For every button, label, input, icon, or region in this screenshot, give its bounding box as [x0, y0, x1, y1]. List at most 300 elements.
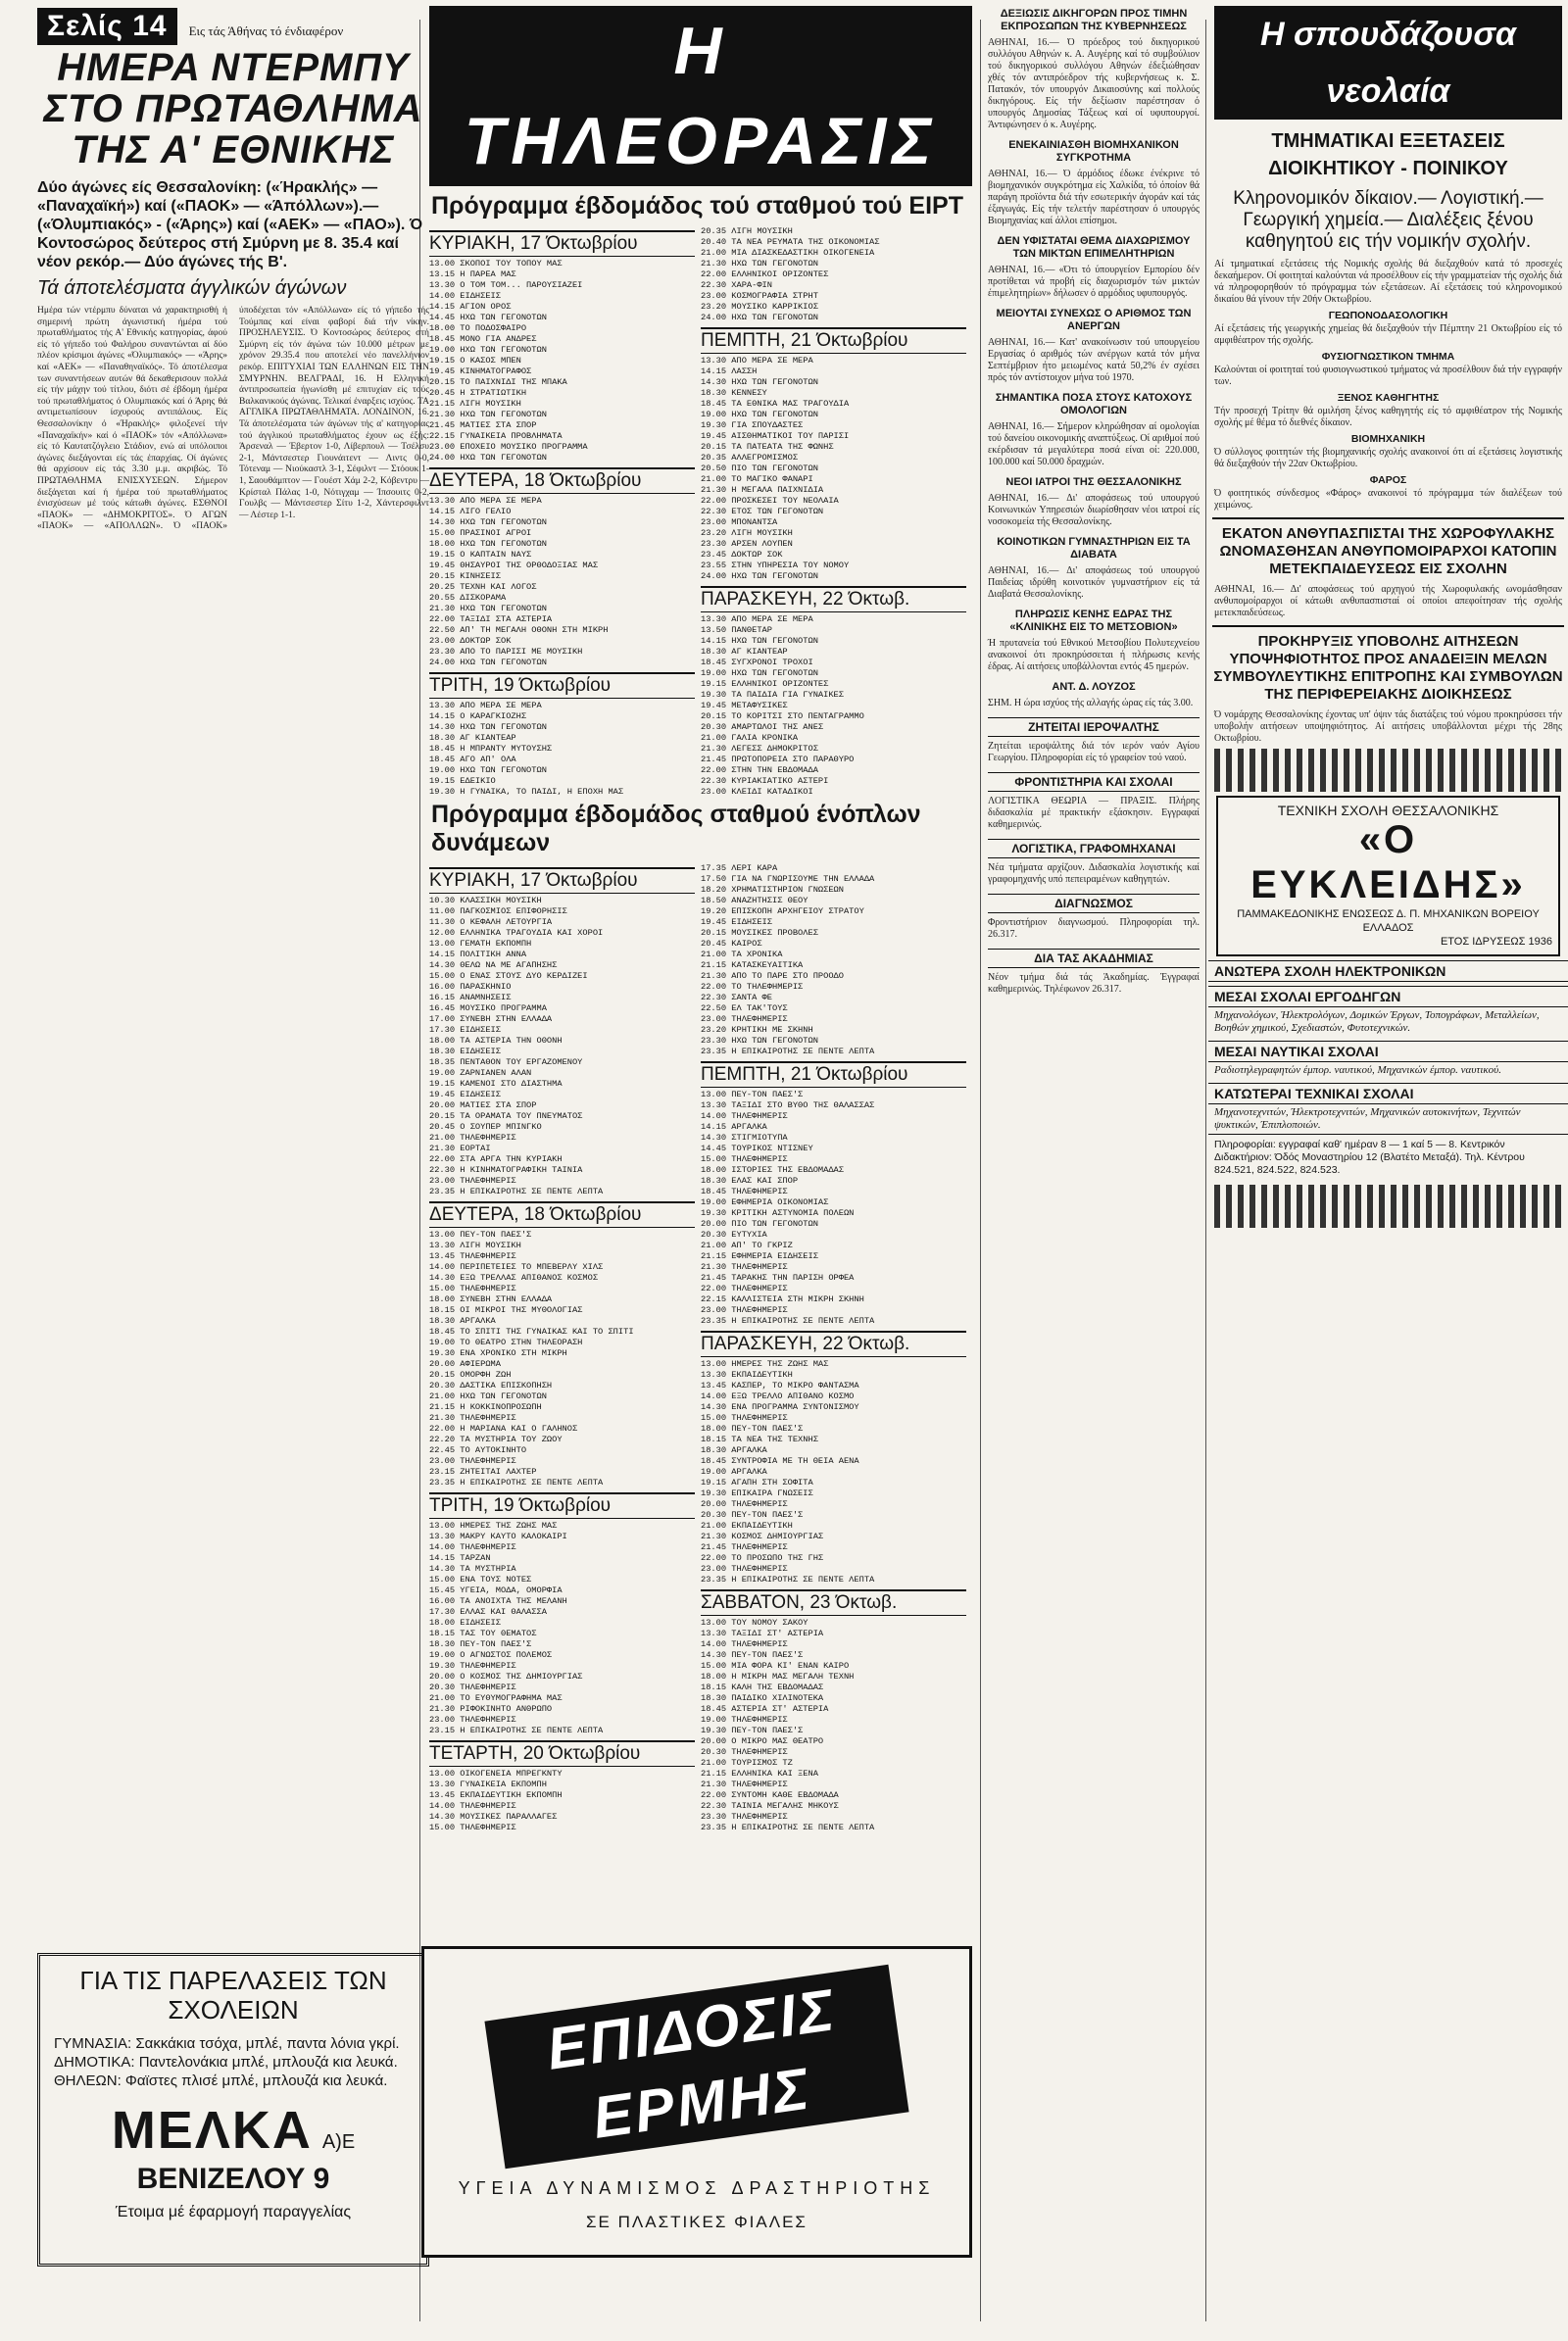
- program-item: 14.00 ΤΗΛΕΦΗΜΕΡΙΣ: [701, 1639, 788, 1649]
- tv-subtitle-eirt: Πρόγραμμα έβδομάδος τού σταθμού τού ΕΙΡΤ: [431, 192, 963, 219]
- program-item: 20.15 ΤΟ ΚΟΡΙΤΣΙ ΣΤΟ ΠΕΝΤΑΓΡΑΜΜΟ: [701, 711, 864, 721]
- melka-footer: Έτοιμα μέ έφαρμογή παραγγελίας: [115, 2204, 352, 2220]
- news-text: ΑΘΗΝΑΙ, 16.— Κατ' ανακοίνωσιν τού υπουργείου Εργασίας ό αριθμός τών ανέργων κατά τόν μήνα Σεπτέμβριον ήτο μειωμένος κατά 50,2% έν σχέσει πρός τόν αντίστοιχον μήνα τού 1970.: [988, 337, 1200, 383]
- program-item: 14.15 ΑΡΓΑΛΚΑ: [701, 1122, 767, 1132]
- column-rule: [980, 20, 981, 2321]
- program-item: 14.30 ΗΧΩ ΤΩΝ ΓΕΓΟΝΟΤΩΝ: [701, 377, 818, 387]
- program-item: 21.00 ΤΟ ΜΑΓΙΚΟ ΦΑΝΑΡΙ: [701, 474, 813, 484]
- program-item: 11.00 ΠΑΓΚΟΣΜΙΟΣ ΕΠΙΦΟΡΗΣΙΣ: [429, 906, 567, 916]
- program-item: 18.00 ΤΑ ΑΣΤΕΡΙΑ ΤΗΝ ΟΘΟΝΗ: [429, 1036, 563, 1046]
- program-item: 22.00 Η ΜΑΡΙΑΝΑ ΚΑΙ Ο ΓΑΛΗΝΟΣ: [429, 1424, 578, 1434]
- section-heading: ΦΑΡΟΣ: [1369, 474, 1407, 486]
- tv-subtitle-yened: Πρόγραμμα έβδομάδος σταθμού ένόπλων δυνάμεων: [431, 801, 921, 856]
- day-heading: ΠΑΡΑΣΚΕΥΗ, 22 Όκτωβ.: [701, 1331, 966, 1357]
- program-item: 17.00 ΣΥΝΕΒΗ ΣΤΗΝ ΕΛΛΑΔΑ: [429, 1014, 553, 1024]
- program-item: 22.00 ΣΤΗΝ ΤΗΝ ΕΒΔΟΜΑΔΑ: [701, 765, 818, 775]
- program-item: 18.30 ΑΡΓΑΛΚΑ: [429, 1316, 496, 1326]
- news-text: Ή πρυτανεία τού Εθνικού Μετσοβίου Πολυτεχνείου ανακοινοί ότι προκηρύσσεται ή πλήρωσις κενής έδρας. Αί αιτήσεις υποβάλλονται εντός 45 ημερών.: [988, 638, 1200, 672]
- program-item: 22.00 ΤΑΞΙΔΙ ΣΤΑ ΑΣΤΕΡΙΑ: [429, 614, 553, 624]
- program-item: 19.00 ΕΦΗΜΕΡΙΑ ΟΙΚΟΝΟΜΙΑΣ: [701, 1197, 829, 1207]
- exam-lead: Κληρονομικόν δίκαιον.— Λογιστική.— Γεωργική χημεία.— Διαλέξεις ξένου καθηγητού εις τήν νομικήν σχολήν.: [1233, 188, 1544, 252]
- program-item: 21.30 ΤΗΛΕΦΗΜΕΡΙΣ: [701, 1262, 788, 1272]
- program-item: 14.00 ΤΗΛΕΦΗΜΕΡΙΣ: [429, 1542, 516, 1552]
- melka-brand: ΜΕΛΚΑ: [111, 2101, 313, 2160]
- program-item: 16.00 ΤΑ ΑΝΟΙΧΤΑ ΤΗΣ ΜΕΛΑΝΗ: [429, 1596, 567, 1606]
- program-item: 14.30 ΕΞΩ ΤΡΕΛΛΑΣ ΑΠΙΘΑΝΟΣ ΚΟΣΜΟΣ: [429, 1273, 599, 1283]
- news-heading: ΚΟΙΝΟΤΙΚΩΝ ΓΥΜΝΑΣΤΗΡΙΩΝ ΕΙΣ ΤΑ ΔΙΑΒΑΤΑ: [997, 536, 1191, 561]
- program-item: 23.20 ΜΟΥΣΙΚΟ ΚΑΡΡΙΚΙΟΣ: [701, 302, 818, 312]
- program-item: 20.15 ΤΟ ΠΑΙΧΝΙΔΙ ΤΗΣ ΜΠΑΚΑ: [429, 377, 567, 387]
- program-item: 19.30 ΤΑ ΠΑΙΔΙΑ ΓΙΑ ΓΥΝΑΙΚΕΣ: [701, 690, 844, 700]
- program-item: 15.00 ΕΝΑ ΤΟΥΣ ΝΟΤΕΣ: [429, 1575, 532, 1585]
- news-column: [984, 0, 1203, 2341]
- program-item: 18.20 ΧΡΗΜΑΤΙΣΤΗΡΙΟΝ ΓΝΩΣΕΩΝ: [701, 885, 844, 895]
- department-name: ΑΝΩΤΕΡΑ ΣΧΟΛΗ ΗΛΕΚΤΡΟΝΙΚΩΝ: [1208, 960, 1568, 982]
- melka-suffix: Α)Ε: [321, 2131, 356, 2153]
- results-title: Τά άποτελέσματα άγγλικών άγώνων: [37, 277, 347, 299]
- program-item: 18.30 ΑΓ ΚΙΑΝΤΕΑΡ: [701, 647, 788, 657]
- program-item: 20.35 ΑΛΛΕΓΡΟΜΙΣΜΟΣ: [701, 453, 799, 463]
- program-item: 19.15 ΑΓΑΠΗ ΣΤΗ ΣΟΦΙΤΑ: [701, 1478, 813, 1488]
- program-item: 23.35 Η ΕΠΙΚΑΙΡΟΤΗΣ ΣΕ ΠΕΝΤΕ ΛΕΠΤΑ: [701, 1823, 875, 1832]
- column-rule: [1205, 20, 1206, 2321]
- program-item: 13.45 ΚΑΣΠΕΡ, ΤΟ ΜΙΚΡΟ ΦΑΝΤΑΣΜΑ: [701, 1381, 859, 1390]
- program-item: 14.30 ΘΕΛΩ ΝΑ ΜΕ ΑΓΑΠΗΣΗΣ: [429, 960, 558, 970]
- program-item: 22.50 ΑΠ' ΤΗ ΜΕΓΑΛΗ ΟΘΟΝΗ ΣΤΗ ΜΙΚΡΗ: [429, 625, 609, 635]
- program-item: 22.30 ΧΑΡΑ-ΦΙΝ: [701, 280, 772, 290]
- program-item: 13.00 ΠΕΥ-ΤΟΝ ΠΑΕΣ'Σ: [701, 1090, 804, 1099]
- program-item: 15.00 Ο ΕΝΑΣ ΣΤΟΥΣ ΔΥΟ ΚΕΡΔΙΖΕΙ: [429, 971, 588, 981]
- section-heading: ΞΕΝΟΣ ΚΑΘΗΓΗΤΗΣ: [1337, 392, 1440, 404]
- department-name: ΜΕΣΑΙ ΝΑΥΤΙΚΑΙ ΣΧΟΛΑΙ: [1208, 1041, 1568, 1062]
- program-item: 20.45 Ο ΣΟΥΠΕΡ ΜΠΙΝΓΚΟ: [429, 1122, 542, 1132]
- school-year: ΕΤΟΣ ΙΔΡΥΣΕΩΣ 1936: [1440, 936, 1552, 948]
- program-item: 23.00 ΤΗΛΕΦΗΜΕΡΙΣ: [701, 1014, 788, 1024]
- program-item: 21.45 ΤΗΛΕΦΗΜΕΡΙΣ: [701, 1542, 788, 1552]
- program-item: 22.30 ΤΑΙΝΙΑ ΜΕΓΑΛΗΣ ΜΗΚΟΥΣ: [701, 1801, 839, 1811]
- school-ad-row: ΘΗΛΕΩΝ: Φαϊστες πλισέ μπλέ, μπλουζά κια λευκά.: [54, 2073, 388, 2089]
- news-heading: ΑΝΤ. Δ. ΛΟΥΖΟΣ: [1052, 681, 1136, 693]
- program-item: 19.45 ΕΙΔΗΣΕΙΣ: [701, 917, 772, 927]
- program-item: 21.30 ΗΧΩ ΤΩΝ ΓΕΓΟΝΟΤΩΝ: [429, 410, 547, 419]
- program-item: 13.00 ΤΟΥ ΝΟΜΟΥ ΣΑΚΟΥ: [701, 1618, 808, 1628]
- program-item: 14.30 ΗΧΩ ΤΩΝ ΓΕΓΟΝΟΤΩΝ: [429, 722, 547, 732]
- program-item: 23.00 ΚΛΕΙΔΙ ΚΑΤΑΔΙΚΟΙ: [701, 787, 813, 795]
- exam-title: ΤΜΗΜΑΤΙΚΑΙ ΕΞΕΤΑΣΕΙΣ: [1271, 130, 1505, 152]
- program-item: 17.50 ΓΙΑ ΝΑ ΓΝΩΡΙΣΟΥΜΕ ΤΗΝ ΕΛΛΑΔΑ: [701, 874, 875, 884]
- program-item: 18.45 ΤΑ ΕΘΝΙΚΑ ΜΑΣ ΤΡΑΓΟΥΔΙΑ: [701, 399, 850, 409]
- program-item: 15.00 ΤΗΛΕΦΗΜΕΡΙΣ: [429, 1823, 516, 1832]
- news-heading: ΣΗΜΑΝΤΙΚΑ ΠΟΣΑ ΣΤΟΥΣ ΚΑΤΟΧΟΥΣ ΟΜΟΛΟΓΙΩΝ: [995, 392, 1193, 416]
- sports-body: Ημέρα τών ντέρμπυ δύναται νά χαρακτηρισθή ή σημερινή πρώτη άγωνιστική ήμέρα τού πρωταθλήματος τής Α' Εθνικής κατηγορίας, άφού είς τό γήπεδο τού Φαλήρου συναντώνται αί δύο πλέον κρίσιμοι άγώνες «Όλυμπιακός» — «Άρης» καί «ΑΕΚ» — «Παναθηναϊκός». Τό άποτέλεσμα των συναντήσεων αυτών θά δεκαθερισουν πολλά είς τήν μάχην τού τίτλου, διότι σέ έβδομη ήμέρα τού πρωταθλήματος ό Ολυμπιακός καί ό Άρης θά αντιμετωπίσουν ίσχυρούς αντιπάλους. Είς Θεσσαλονίκην ό «Ήρακλής» φιλοξενεί τήν «Παναχαϊκήν» καί ό «ΠΑΟΚ» τόν «Απόλλωνα» είς τό Καυτατζόγλειο Στάδιον, ενώ αί υπόλοιποι άγώνες διεξάγονται είς τάς έπαρχίας. Οί άγώνες θά αρχίσουν είς τάς 3.30 μ.μ. ακριβώς. Τό ΠΡΩΤΑΘΛΗΜΑ ΕΝΙΣΧΥΣΕΩΝ. Σήμερον διεξάγεται καί ή ήμέρα τού πρωταθλήματος ένισχύσεων μέ τούς κάτωθι άγώνες. ΕΣΘΝΟΙ «ΠΑΟΚ» — «ΔΗΜΟΚΡΙΤΟΣ». Ό ΑΓΩΝ «ΠΑΟΚ» — «ΑΠΟΛΛΩΝ». Ό «ΠΑΟΚ» ύποδέχεται τόν «Απόλλωνα» είς τό γήπεδο τής Τούμπας καί είναι φαβορί διά τήν νίκην. ΠΡΟΣΗΛΕΥΣΙΣ. Ό Κοντοσώρος δεύτερος στή Σμύρνη είς τόν άγώνα τών 10.000 μέτρων με χρόνον 29.35.4 που αποτελεί νέο πανελλήνιον ρεκόρ. ΕΠΙΤΥΧΙΑΙ ΤΩΝ ΕΛΛΗΝΩΝ ΕΙΣ ΤΗΝ ΣΜΥΡΝΗΝ. ΒΕΛΓΡΑΔΙ, 16. Η Ελληνική άντιπροσωπεία ήγωνίσθη μέ επιτυχίαν είς τούς Βαλκανικούς άγώνας. Τελικαί έναρξεις ισχύος. ΤΑ ΑΓΓΛΙΚΑ ΠΡΩΤΑΘΛΗΜΑΤΑ. ΛΟΝΔΙΝΟΝ, 16. Τά άποτελέσματα τών άγώνων τής α' κατηγορίας τού άγγλικού πρωταθλήματος έχουν ως έξής: Άρσεναλ — Έβερτον 1-0, Λίβερπουλ — Τσέλσυ 2-1, Μάντσεστερ Γιουνάιτεντ — Λιντς 0-0, Τότεναμ — Νιούκαστλ 3-1, Σέφιλντ — Στόουκ 1-1, Σαουθάμπτον — Γουέστ Χάμ 2-2, Κόβεντρυ — Κρίσταλ Πάλας 1-0, Νότιγχαμ — Ίπσουιτς 0-2, Γουλβς — Μάντσεστερ Σίτυ 1-2, Χάντερσφιλντ — Λέστερ 1-1.: [37, 306, 429, 532]
- program-item: 22.50 ΕΛ ΤΑΚ'ΤΟΥΣ: [701, 1003, 788, 1013]
- program-item: 18.00 ΙΣΤΟΡΙΕΣ ΤΗΣ ΕΒΔΟΜΑΔΑΣ: [701, 1165, 844, 1175]
- program-item: 18.35 ΠΕΝΤΑΘΟΝ ΤΟΥ ΕΡΓΑΖΟΜΕΝΟΥ: [429, 1057, 583, 1067]
- program-item: 15.00 ΤΗΛΕΦΗΜΕΡΙΣ: [429, 1284, 516, 1293]
- school-ad-title: ΓΙΑ ΤΙΣ ΠΑΡΕΛΑΣΕΙΣ ΤΩΝ ΣΧΟΛΕΙΩΝ: [79, 1966, 387, 2024]
- program-item: 19.30 ΕΠΙΚΑΙΡΑ ΓΝΩΣΕΙΣ: [701, 1488, 813, 1498]
- program-item: 19.30 ΚΡΙΤΙΚΗ ΑΣΤΥΝΟΜΙΑ ΠΟΛΕΩΝ: [701, 1208, 855, 1218]
- sports-deck: Δύο άγώνες είς Θεσσαλονίκη: («Ήρακλής» — «Παναχαϊκή») καί («ΠΑΟΚ» — «Άπόλλων»).— («Όλυμπιακός» - («Άρης») καί («ΑΕΚ» — «ΠΑΟ»). Ό Κοντοσώρος δεύτερος στή Σμύρνη με 8. 35.4 καί νέον ρεκόρ.— Δύο άγώνες τής Β'.: [37, 179, 423, 270]
- department-name: ΜΕΣΑΙ ΣΧΟΛΑΙ ΕΡΓΟΔΗΓΩΝ: [1208, 986, 1568, 1007]
- program-item: 23.20 ΚΡΗΤΙΚΗ ΜΕ ΣΚΗΝΗ: [701, 1025, 813, 1035]
- program-item: 15.00 ΤΗΛΕΦΗΜΕΡΙΣ: [701, 1154, 788, 1164]
- program-item: 19.30 ΠΕΥ-ΤΟΝ ΠΑΕΣ'Σ: [701, 1726, 804, 1735]
- program-item: 20.30 ΔΑΣΤΙΚΑ ΕΠΙΣΚΟΠΗΣΗ: [429, 1381, 553, 1390]
- news-text: ΑΘΗΝΑΙ, 16.— Δι' αποφάσεως τού υπουργού Κοινωνικών Υπηρεσιών διωρίσθησαν νέοι ιατροί είς νοσοκομεία τής Θεσσαλονίκης.: [988, 493, 1200, 527]
- school-contact: Πληροφορίαι: εγγραφαί καθ' ημέραν 8 — 1 καί 5 — 8. Κεντρικόν Διδακτήριον: Όδός Μοναστηρίου 12 (Βλατέτο Μεταξά). Τηλ. Κέντρου 824.521, 824.522, 824.523.: [1208, 1134, 1568, 1181]
- school-ad-row: ΔΗΜΟΤΙΚΑ: Παντελονάκια μπλέ, μπλουζά κια λευκά.: [54, 2054, 398, 2071]
- proclamation-headline: ΠΡΟΚΗΡΥΞΙΣ ΥΠΟΒΟΛΗΣ ΑΙΤΗΣΕΩΝ ΥΠΟΨΗΦΙΟΤΗΤΟΣ ΠΡΟΣ ΑΝΑΔΕΙΞΙΝ ΜΕΛΩΝ ΣΥΜΒΟΥΛΕΥΤΙΚΗΣ ΕΠΙΤΡΟΠΗΣ ΚΑΙ ΣΥΜΒΟΥΛΩΝ ΤΗΣ ΠΕΡΙΦΕΡΕΙΑΚΗΣ ΔΙΟΙΚΗΣΕΩΣ: [1212, 625, 1564, 704]
- classified-text: ΛΟΓΙΣΤΙΚΑ ΘΕΩΡΙΑ — ΠΡΑΞΙΣ. Πλήρης διδασκαλία μέ πρακτικήν εξάσκησιν. Εγγραφαί καθημερινώς.: [988, 796, 1200, 830]
- school-ad-row: ΓΥΜΝΑΣΙΑ: Σακκάκια τσόχα, μπλέ, παντα λόνια γκρί.: [54, 2035, 400, 2052]
- program-item: 21.00 ΜΙΑ ΔΙΑΣΚΕΔΑΣΤΙΚΗ ΟΙΚΟΓΕΝΕΙΑ: [701, 248, 875, 258]
- yened-schedule-left: [429, 863, 701, 2059]
- department-text: Μηχανοτεχνιτών, Ήλεκτροτεχνιτών, Μηχανικών αυτοκινήτων, Τεχνιτών ψυκτικών, Έπιπλοποιών.: [1214, 1106, 1521, 1131]
- program-item: 23.00 ΤΗΛΕΦΗΜΕΡΙΣ: [701, 1305, 788, 1315]
- program-item: 14.15 ΑΓΙΟΝ ΟΡΟΣ: [429, 302, 512, 312]
- news-heading: ΝΕΟΙ ΙΑΤΡΟΙ ΤΗΣ ΘΕΣΣΑΛΟΝΙΚΗΣ: [1005, 476, 1182, 488]
- program-item: 22.15 ΚΑΛΛΙΣΤΕΙΑ ΣΤΗ ΜΙΚΡΗ ΣΚΗΝΗ: [701, 1294, 864, 1304]
- program-item: 19.15 ΚΑΜΕΝΟΙ ΣΤΟ ΔΙΑΣΤΗΜΑ: [429, 1079, 563, 1089]
- day-heading: ΤΡΙΤΗ, 19 Όκτωβρίου: [429, 1492, 695, 1519]
- program-item: 13.30 ΑΠΟ ΜΕΡΑ ΣΕ ΜΕΡΑ: [429, 701, 542, 710]
- program-item: 17.30 ΕΙΔΗΣΕΙΣ: [429, 1025, 501, 1035]
- program-item: 23.00 ΤΗΛΕΦΗΜΕΡΙΣ: [701, 1564, 788, 1574]
- day-heading: ΚΥΡΙΑΚΗ, 17 Όκτωβρίου: [429, 867, 695, 894]
- program-item: 20.15 ΜΟΥΣΙΚΕΣ ΠΡΟΒΟΛΕΣ: [701, 928, 818, 938]
- section-heading: ΦΥΣΙΟΓΝΩΣΤΙΚΟΝ ΤΜΗΜΑ: [1321, 351, 1455, 363]
- epidosis-brand: ΕΠΙΔΟΣΙΣ ΕΡΜΗΣ: [484, 1965, 908, 2169]
- gendarmerie-headline: ΕΚΑΤΟΝ ΑΝΘΥΠΑΣΠΙΣΤΑΙ ΤΗΣ ΧΩΡΟΦΥΛΑΚΗΣ ΩΝΟΜΑΣΘΗΣΑΝ ΑΝΘΥΠΟΜΟΙΡΑΡΧΟΙ ΚΑΤΟΠΙΝ ΜΕΤΕΚΠΑΙΔΕΥΣΕΩΣ ΕΙΣ ΣΧΟΛΗΝ: [1212, 517, 1564, 578]
- day-heading: ΚΥΡΙΑΚΗ, 17 Όκτωβρίου: [429, 230, 695, 257]
- program-item: 22.20 ΤΑ ΜΥΣΤΗΡΙΑ ΤΟΥ ΖΩΟΥ: [429, 1435, 563, 1444]
- program-item: 16.15 ΑΝΑΜΝΗΣΕΙΣ: [429, 993, 512, 1002]
- program-item: 23.15 ΖΗΤΕΙΤΑΙ ΛΑΧΤΕΡ: [429, 1467, 537, 1477]
- section-heading: ΓΕΩΠΟΝΟΔΑΣΟΛΟΓΙΚΗ: [1328, 310, 1448, 321]
- news-heading: ΜΕΙΟΥΤΑΙ ΣΥΝΕΧΩΣ Ο ΑΡΙΘΜΟΣ ΤΩΝ ΑΝΕΡΓΩΝ: [996, 308, 1192, 332]
- program-item: 14.45 ΗΧΩ ΤΩΝ ΓΕΓΟΝΟΤΩΝ: [429, 313, 547, 322]
- program-item: 20.30 ΤΗΛΕΦΗΜΕΡΙΣ: [701, 1747, 788, 1757]
- program-item: 19.30 ΤΗΛΕΦΗΜΕΡΙΣ: [429, 1661, 516, 1671]
- day-heading: ΣΑΒΒΑΤΟΝ, 23 Όκτωβ.: [701, 1589, 966, 1616]
- program-item: 14.30 ΤΑ ΜΥΣΤΗΡΙΑ: [429, 1564, 516, 1574]
- program-item: 23.30 ΑΠΟ ΤΟ ΠΑΡΙΣΙ ΜΕ ΜΟΥΣΙΚΗ: [429, 647, 583, 657]
- program-item: 13.30 ΕΚΠΑΙΔΕΥΤΙΚΗ: [701, 1370, 793, 1380]
- program-item: 18.45 Η ΜΠΡΑΝΤΥ ΜΥΤΟΥΣΗΣ: [429, 744, 553, 754]
- program-item: 23.00 ΚΟΣΜΟΓΡΑΦΙΑ ΣΤΡΗΤ: [701, 291, 818, 301]
- program-item: 18.50 ΑΝΑΖΗΤΗΣΙΣ ΘΕΟΥ: [701, 896, 808, 905]
- program-item: 21.00 ΕΚΠΑΙΔΕΥΤΙΚΗ: [701, 1521, 793, 1531]
- news-text: ΣΗΜ. Η ώρα ισχύος τής αλλαγής ώρας είς τάς 3.00.: [988, 698, 1194, 708]
- program-item: 14.00 ΤΗΛΕΦΗΜΕΡΙΣ: [701, 1111, 788, 1121]
- program-item: 19.30 ΕΝΑ ΧΡΟΝΙΚΟ ΣΤΗ ΜΙΚΡΗ: [429, 1348, 567, 1358]
- program-item: 20.45 Η ΣΤΡΑΤΙΩΤΙΚΗ: [429, 388, 527, 398]
- news-text: ΑΘΗΝΑΙ, 16.— Δι' αποφάσεως τού υπουργού Παιδείας ιδρύθη κοινοτικόν γυμναστήριον είς τά Διαβατά Θεσσαλονίκης.: [988, 565, 1200, 600]
- program-item: 19.15 Ο ΚΑΠΤΑΙΝ ΝΑΥΣ: [429, 550, 532, 560]
- day-heading: ΤΕΤΑΡΤΗ, 20 Όκτωβρίου: [429, 1740, 695, 1767]
- eirt-schedule: [421, 226, 980, 795]
- classified-title: ΖΗΤΕΙΤΑΙ ΙΕΡΟΨΑΛΤΗΣ: [988, 717, 1200, 737]
- school-name: «Ο ΕΥΚΛΕΙΔΗΣ»: [1250, 818, 1526, 906]
- program-item: 20.15 ΤΑ ΠΑΤΕΑΤΑ ΤΗΣ ΦΩΝΗΣ: [701, 442, 834, 452]
- program-item: 18.00 ΕΙΔΗΣΕΙΣ: [429, 1618, 501, 1628]
- program-item: 18.45 ΜΟΝΟ ΓΙΑ ΑΝΔΡΕΣ: [429, 334, 537, 344]
- school-top: ΤΕΧΝΙΚΗ ΣΧΟΛΗ ΘΕΣΣΑΛΟΝΙΚΗΣ: [1277, 803, 1499, 818]
- program-item: 22.00 ΤΟ ΤΗΛΕΦΗΜΕΡΙΣ: [701, 982, 804, 992]
- program-item: 14.30 ΗΧΩ ΤΩΝ ΓΕΓΟΝΟΤΩΝ: [429, 517, 547, 527]
- program-item: 19.45 ΘΗΣΑΥΡΟΙ ΤΗΣ ΟΡΘΟΔΟΞΙΑΣ ΜΑΣ: [429, 561, 599, 570]
- program-item: 19.00 ΑΡΓΑΛΚΑ: [701, 1467, 767, 1477]
- program-item: 11.30 Ο ΚΕΦΑΛΗ ΛΕΤΟΥΡΓΙΑ: [429, 917, 553, 927]
- program-item: 22.00 ΣΤΑ ΑΡΓΑ ΤΗΝ ΚΥΡΙΑΚΗ: [429, 1154, 563, 1164]
- program-item: 19.00 Ο ΑΓΝΩΣΤΟΣ ΠΟΛΕΜΟΣ: [429, 1650, 553, 1660]
- program-item: 21.30 ΛΕΓΕΣΣ ΔΗΜΟΚΡΙΤΟΣ: [701, 744, 818, 754]
- program-item: 17.30 ΕΛΛΑΣ ΚΑΙ ΘΑΛΑΣΣΑ: [429, 1607, 547, 1617]
- program-item: 18.00 ΠΕΥ-ΤΟΝ ΠΑΕΣ'Σ: [701, 1424, 804, 1434]
- program-item: 14.15 Ο ΚΑΡΑΓΚΙΟΖΗΣ: [429, 711, 527, 721]
- program-item: 19.45 ΜΕΤΑΦΥΣΙΚΕΣ: [701, 701, 788, 710]
- sports-headline: ΗΜΕΡΑ ΝΤΕΡΜΠΥ ΣΤΟ ΠΡΩΤΑΘΛΗΜΑ ΤΗΣ Α' ΕΘΝΙΚΗΣ: [43, 46, 423, 171]
- program-item: 24.00 ΗΧΩ ΤΩΝ ΓΕΓΟΝΟΤΩΝ: [701, 571, 818, 581]
- program-item: 14.00 ΠΕΡΙΠΕΤΕΙΕΣ ΤΟ ΜΠΕΒΕΡΛΥ ΧΙΛΣ: [429, 1262, 604, 1272]
- tv-banner: Η ΤΗΛΕΟΡΑΣΙΣ: [429, 6, 972, 186]
- program-item: 23.35 Η ΕΠΙΚΑΙΡΟΤΗΣ ΣΕ ΠΕΝΤΕ ΛΕΠΤΑ: [701, 1575, 875, 1585]
- program-item: 21.30 ΗΧΩ ΤΩΝ ΓΕΓΟΝΟΤΩΝ: [429, 604, 547, 613]
- program-item: 13.30 ΤΑΞΙΔΙ ΣΤ' ΑΣΤΕΡΙΑ: [701, 1629, 824, 1638]
- program-item: 13.30 ΓΥΝΑΙΚΕΙΑ ΕΚΠΟΜΠΗ: [429, 1780, 547, 1789]
- program-item: 21.45 ΠΡΩΤΟΠΟΡΕΙΑ ΣΤΟ ΠΑΡΑΘΥΡΟ: [701, 755, 855, 764]
- program-item: 23.55 ΣΤΗΝ ΥΠΗΡΕΣΙΑ ΤΟΥ ΝΟΜΟΥ: [701, 561, 850, 570]
- program-item: 21.00 ΑΠ' ΤΟ ΓΚΡΙΖ: [701, 1241, 793, 1250]
- program-item: 15.00 ΤΗΛΕΦΗΜΕΡΙΣ: [701, 1413, 788, 1423]
- section-heading: ΒΙΟΜΗΧΑΝΙΚΗ: [1350, 433, 1426, 445]
- news-text: ΑΘΗΝΑΙ, 16.— Ό πρόεδρος τού δικηγορικού συλλόγου Αθηνών κ. Α. Αυγέρης καί τό συμβούλιον τού δικηγορικού συλλόγου Αθηνών έδεξιώθησαν χθές τόν αντιπρόεδρον τής κυβερνήσεως κ. Σ. Πατακόν, τόν υπουργόν Δικαιοσύνης καί πολλούς δικηγόρους. Είς τήν δεξίωσιν παρέστησαν ό υπουργός Δημοσίας Τάξεως καί οί υφυπουργοί. Άντιφώνησεν ό κ. Αυγέρης.: [988, 37, 1200, 130]
- program-item: 19.00 ΗΧΩ ΤΩΝ ΓΕΓΟΝΟΤΩΝ: [429, 345, 547, 355]
- program-item: 21.30 ΕΟΡΤΑΙ: [429, 1144, 491, 1153]
- program-item: 18.15 ΚΑΛΗ ΤΗΣ ΕΒΔΟΜΑΔΑΣ: [701, 1683, 824, 1692]
- program-item: 14.00 ΕΞΩ ΤΡΕΛΛΟ ΑΠΙΘΑΝΟ ΚΟΣΜΟ: [701, 1391, 855, 1401]
- program-item: 19.30 ΓΙΑ ΣΠΟΥΔΑΣΤΕΣ: [701, 420, 804, 430]
- program-item: 19.00 ΖΑΡΝΙΑΝΕΝ ΑΛΑΝ: [429, 1068, 532, 1078]
- program-item: 19.20 ΕΠΙΣΚΟΠΗ ΑΡΧΗΓΕΙΟΥ ΣΤΡΑΤΟΥ: [701, 906, 864, 916]
- classified-title: ΛΟΓΙΣΤΙΚΑ, ΓΡΑΦΟΜΗΧΑΝΑΙ: [988, 839, 1200, 858]
- program-item: 20.00 ΜΑΤΙΕΣ ΣΤΑ ΣΠΟΡ: [429, 1100, 537, 1110]
- program-item: 21.45 ΤΑΡΑΚΗΣ ΤΗΝ ΠΑΡΙΣΗ ΟΡΦΕΑ: [701, 1273, 855, 1283]
- program-item: 21.30 ΡΙΦΟΚΙΝΗΤΟ ΑΝΘΡΩΠΟ: [429, 1704, 553, 1714]
- day-heading: ΤΡΙΤΗ, 19 Όκτωβρίου: [429, 672, 695, 699]
- sports-kicker: Εις τάς Άθήνας τό ένδιαφέρον: [188, 24, 344, 38]
- program-item: 19.15 ΕΔΕΙΚΙΟ: [429, 776, 496, 786]
- news-heading: ΔΕΝ ΥΦΙΣΤΑΤΑΙ ΘΕΜΑ ΔΙΑΧΩΡΙΣΜΟΥ ΤΩΝ ΜΙΚΤΩΝ ΕΠΙΜΕΛΗΤΗΡΙΩΝ: [997, 235, 1191, 260]
- program-item: 22.30 ΚΥΡΙΑΚΙΑΤΙΚΟ ΑΣΤΕΡΙ: [701, 776, 829, 786]
- program-item: 21.45 ΜΑΤΙΕΣ ΣΤΑ ΣΠΟΡ: [429, 420, 537, 430]
- program-item: 15.00 ΜΙΑ ΦΟΡΑ ΚΙ' ΕΝΑΝ ΚΑΙΡΟ: [701, 1661, 850, 1671]
- program-item: 20.40 ΤΑ ΝΕΑ ΡΕΥΜΑΤΑ ΤΗΣ ΟΙΚΟΝΟΜΙΑΣ: [701, 237, 880, 247]
- program-item: 20.00 ΑΦΙΕΡΩΜΑ: [429, 1359, 501, 1369]
- program-item: 24.00 ΗΧΩ ΤΩΝ ΓΕΓΟΝΟΤΩΝ: [429, 453, 547, 463]
- program-item: 21.30 ΑΠΟ ΤΟ ΠΑΡΕ ΣΤΟ ΠΡΟΟΔΟ: [701, 971, 844, 981]
- classified-text: Φροντιστήριον διαγνωσμού. Πληροφορίαι τηλ. 26.317.: [988, 917, 1200, 940]
- program-item: 13.00 ΠΕΥ-ΤΟΝ ΠΑΕΣ'Σ: [429, 1230, 532, 1240]
- program-item: 21.15 Η ΚΟΚΚΙΝΟΠΡΟΣΩΠΗ: [429, 1402, 542, 1412]
- program-item: 21.00 ΤΗΛΕΦΗΜΕΡΙΣ: [429, 1133, 516, 1143]
- program-item: 13.30 ΛΙΓΗ ΜΟΥΣΙΚΗ: [429, 1241, 521, 1250]
- program-item: 22.00 ΤΗΛΕΦΗΜΕΡΙΣ: [701, 1284, 788, 1293]
- program-item: 22.30 ΣΑΝΤΑ ΦΕ: [701, 993, 772, 1002]
- program-item: 18.45 ΤΗΛΕΦΗΜΕΡΙΣ: [701, 1187, 788, 1196]
- program-item: 20.50 ΠΙΟ ΤΩΝ ΓΕΓΟΝΟΤΩΝ: [701, 463, 818, 473]
- day-heading: ΠΕΜΠΤΗ, 21 Όκτωβρίου: [701, 327, 966, 354]
- eirt-schedule-left: [429, 226, 701, 795]
- sports-column: [37, 0, 429, 2341]
- section-text: Ό φοιτητικός σύνδεσμος «Φάρος» ανακοινοί τό πρόγραμμα τών διαλέξεων τού χειμώνος.: [1214, 488, 1562, 511]
- program-item: 23.30 ΗΧΩ ΤΩΝ ΓΕΓΟΝΟΤΩΝ: [701, 1036, 818, 1046]
- program-item: 18.00 ΣΥΝΕΒΗ ΣΤΗΝ ΕΛΛΑΔΑ: [429, 1294, 553, 1304]
- page-label: Σελίς 14: [37, 8, 177, 45]
- news-heading: ΔΕΞΙΩΣΙΣ ΔΙΚΗΓΟΡΩΝ ΠΡΟΣ ΤΙΜΗΝ ΕΚΠΡΟΣΩΠΩΝ ΤΗΣ ΚΥΒΕΡΝΗΣΕΩΣ: [1000, 8, 1188, 32]
- school-parade-ad: [37, 1953, 429, 2267]
- program-item: 13.30 ΜΑΚΡΥ ΚΑΥΤΟ ΚΑΛΟΚΑΙΡΙ: [429, 1532, 567, 1541]
- program-item: 20.25 ΤΕΧΝΗ ΚΑΙ ΛΟΓΟΣ: [429, 582, 537, 592]
- program-item: 18.45 ΣΥΝΤΡΟΦΙΑ ΜΕ ΤΗ ΘΕΙΑ ΑΕΝΑ: [701, 1456, 859, 1466]
- program-item: 23.00 ΤΗΛΕΦΗΜΕΡΙΣ: [429, 1456, 516, 1466]
- day-heading: ΠΑΡΑΣΚΕΥΗ, 22 Όκτωβ.: [701, 586, 966, 612]
- section-text: Καλούνται οί φοιτηταί τού φυσιογνωστικού τμήματος νά προσέλθουν διά τήν εγγραφήν των.: [1214, 365, 1562, 387]
- program-item: 18.00 Η ΜΙΚΡΗ ΜΑΣ ΜΕΓΑΛΗ ΤΕΧΝΗ: [701, 1672, 855, 1682]
- program-item: 14.15 ΛΑΣΣΗ: [701, 366, 758, 376]
- program-item: 23.45 ΔΟΚΤΩΡ ΣΟΚ: [701, 550, 783, 560]
- department-text: Μηχανολόγων, Ήλεκτρολόγων, Δομικών Έργων, Τοπογράφων, Μεταλλείων, Βοηθών χημικού, Σχεδιαστών, Φυτοτεχνικών.: [1214, 1009, 1540, 1034]
- program-item: 13.30 Ο ΤΟΜ ΤΟΜ... ΠΑΡΟΥΣΙΑΖΕΙ: [429, 280, 583, 290]
- classified-text: Ζητείται ιεροψάλτης διά τόν ιερόν ναόν Αγίου Γεωργίου. Πληροφορίαι είς τό γραφείον τού ναού.: [988, 741, 1200, 763]
- program-item: 23.30 ΑΡΣΕΝ ΛΟΥΠΕΝ: [701, 539, 793, 549]
- news-text: ΑΘΗΝΑΙ, 16.— Σήμερον κληρώθησαν αί ομολογίαι τού δανείου οικονομικής αναπτύξεως. Οί αριθμοί πού εκέρδισαν τά μεγαλύτερα ποσά είναι οί: 220.000, 100.000 καί 50.000 δραχμών.: [988, 421, 1200, 467]
- program-item: 24.00 ΗΧΩ ΤΩΝ ΓΕΓΟΝΟΤΩΝ: [701, 313, 818, 322]
- epidosis-ad: [421, 1946, 972, 2258]
- program-item: 23.00 ΤΗΛΕΦΗΜΕΡΙΣ: [429, 1715, 516, 1725]
- epidosis-footer: ΣΕ ΠΛΑΣΤΙΚΕΣ ΦΙΑΛΕΣ: [586, 2213, 808, 2231]
- classified-text: Νέον τμήμα διά τάς Άκαδημίας. Έγγραφαί καθημερινώς. Τηλέφωνον 26.317.: [988, 972, 1200, 995]
- program-item: 21.15 ΕΛΛΗΝΙΚΑ ΚΑΙ ΞΕΝΑ: [701, 1769, 818, 1779]
- news-text: ΑΘΗΝΑΙ, 16.— «Ότι τό ύπουργείον Εμπορίου δέν προτίθεται νά προβή είς διαχωρισμόν τών μικτών έπιμελητηρίων» δήλωσεν ό αρμόδιος υφυπουργός.: [988, 265, 1200, 299]
- yened-schedule: [421, 863, 980, 2059]
- program-item: 19.00 ΤΟ ΘΕΑΤΡΟ ΣΤΗΝ ΤΗΛΕΟΡΑΣΗ: [429, 1338, 583, 1347]
- program-item: 18.00 ΗΧΩ ΤΩΝ ΓΕΓΟΝΟΤΩΝ: [429, 539, 547, 549]
- program-item: 12.00 ΕΛΛΗΝΙΚΑ ΤΡΑΓΟΥΔΙΑ ΚΑΙ ΧΟΡΟΙ: [429, 928, 604, 938]
- program-item: 23.00 ΜΠΟΝΑΝΤΣΑ: [701, 517, 778, 527]
- classified-title: ΔΙΑ ΤΑΣ ΑΚΑΔΗΜΙΑΣ: [988, 949, 1200, 968]
- program-item: 23.35 Η ΕΠΙΚΑΙΡΟΤΗΣ ΣΕ ΠΕΝΤΕ ΛΕΠΤΑ: [701, 1047, 875, 1056]
- program-item: 20.30 ΑΜΑΡΤΩΛΟΙ ΤΗΣ ΑΝΕΣ: [701, 722, 824, 732]
- program-item: 14.00 ΕΙΔΗΣΕΙΣ: [429, 291, 501, 301]
- program-item: 23.30 ΤΗΛΕΦΗΜΕΡΙΣ: [701, 1812, 788, 1822]
- gendarmerie-text: ΑΘΗΝΑΙ, 16.— Δι' αποφάσεως τού αρχηγού τής Χωροφυλακής ωνομάσθησαν ανθυπομοίραρχοι οί κάτωθι ανθυπασπισταί οί οποίοι απεφοίτησαν τής σχολής μετεκπαιδεύσεως.: [1214, 584, 1562, 618]
- program-item: 18.30 ΠΕΥ-ΤΟΝ ΠΑΕΣ'Σ: [429, 1639, 532, 1649]
- program-item: 22.00 ΤΟ ΠΡΟΣΩΠΟ ΤΗΣ ΓΗΣ: [701, 1553, 824, 1563]
- section-text: Τήν προσεχή Τρίτην θά ομιλήση ξένος καθηγητής είς τό αμφιθέατρον τής Νομικής σχολής μέ θέμα τό διεθνές δίκαιον.: [1214, 406, 1562, 428]
- program-item: 24.00 ΗΧΩ ΤΩΝ ΓΕΓΟΝΟΤΩΝ: [429, 658, 547, 667]
- news-heading: ΠΛΗΡΩΣΙΣ ΚΕΝΗΣ ΕΔΡΑΣ ΤΗΣ «ΚΛΙΝΙΚΗΣ ΕΙΣ ΤΟ ΜΕΤΣΟΒΙΟΝ»: [1009, 609, 1178, 633]
- program-item: 18.15 ΤΑΣ ΤΟΥ ΘΕΜΑΤΟΣ: [429, 1629, 537, 1638]
- program-item: 23.20 ΛΙΓΗ ΜΟΥΣΙΚΗ: [701, 528, 793, 538]
- program-item: 18.15 ΤΑ ΝΕΑ ΤΗΣ ΤΕΧΝΗΣ: [701, 1435, 818, 1444]
- program-item: 21.30 ΤΗΛΕΦΗΜΕΡΙΣ: [701, 1780, 788, 1789]
- day-heading: ΔΕΥΤΕΡΑ, 18 Όκτωβρίου: [429, 467, 695, 494]
- program-item: 16.45 ΜΟΥΣΙΚΟ ΠΡΟΓΡΑΜΜΑ: [429, 1003, 547, 1013]
- classified-title: ΦΡΟΝΤΙΣΤΗΡΙΑ ΚΑΙ ΣΧΟΛΑΙ: [988, 772, 1200, 792]
- youth-column: [1208, 0, 1568, 2341]
- program-item: 19.00 ΗΧΩ ΤΩΝ ΓΕΓΟΝΟΤΩΝ: [701, 410, 818, 419]
- melka-address: ΒΕΝΙΖΕΛΟΥ 9: [136, 2163, 330, 2195]
- program-item: 20.00 Ο ΚΟΣΜΟΣ ΤΗΣ ΔΗΜΙΟΥΡΓΙΑΣ: [429, 1672, 583, 1682]
- program-item: 23.15 Η ΕΠΙΚΑΙΡΟΤΗΣ ΣΕ ΠΕΝΤΕ ΛΕΠΤΑ: [429, 1726, 604, 1735]
- program-item: 22.00 ΕΛΛΗΝΙΚΟΙ ΟΡΙΖΟΝΤΕΣ: [701, 269, 829, 279]
- euclid-school-ad: [1216, 796, 1560, 956]
- epidosis-slogan: ΥΓΕΙΑ ΔΥΝΑΜΙΣΜΟΣ ΔΡΑΣΤΗΡΙΟΤΗΣ: [458, 2178, 936, 2198]
- section-text: Αί εξετάσεις τής γεωργικής χημείας θά διεξαχθούν τήν Πέμπτην 21 Οκτωβρίου είς τό αμφιθέατρον τής σχολής.: [1214, 323, 1562, 346]
- program-item: 23.35 Η ΕΠΙΚΑΙΡΟΤΗΣ ΣΕ ΠΕΝΤΕ ΛΕΠΤΑ: [429, 1187, 604, 1196]
- department-text: Ραδιοτηλεγραφητών έμπορ. ναυτικού, Μηχανικών έμπορ. ναυτικού.: [1214, 1064, 1501, 1076]
- program-item: 14.30 ΕΝΑ ΠΡΟΓΡΑΜΜΑ ΣΥΝΤΟΝΙΣΜΟΥ: [701, 1402, 859, 1412]
- youth-banner: Η σπουδάζουσα νεολαία: [1214, 6, 1562, 120]
- program-item: 21.15 ΕΦΗΜΕΡΙΑ ΕΙΔΗΣΕΙΣ: [701, 1251, 818, 1261]
- proclamation-text: Ό νομάρχης Θεσσαλονίκης έχοντας υπ' όψιν τάς διατάξεις τού νόμου προκηρύσσει τήν υποβολήν αιτήσεων υποψηφιότητος. Αί αιτήσεις υποβάλλονται μέχρι τής 28ης Οκτωβρίου.: [1214, 709, 1562, 744]
- program-item: 20.35 ΛΙΓΗ ΜΟΥΣΙΚΗ: [701, 226, 793, 236]
- program-item: 18.30 ΚΕΝΝΕΣΥ: [701, 388, 767, 398]
- program-item: 17.35 ΛΕΡΙ ΚΑΡΑ: [701, 863, 778, 873]
- day-heading: ΔΕΥΤΕΡΑ, 18 Όκτωβρίου: [429, 1201, 695, 1228]
- news-text: ΑΘΗΝΑΙ, 16.— Ό άρμόδιος έδωκε ένέκρινε τό βιομηχανικόν συγκρότημα είς Χαλκίδα, τό όποίον θά παράγη προϊόντα διά τήν εσωτερικήν άγοράν καί τάς έξαγωγάς. Είς τήν τελετήν παρέστησαν ό υπουργός Βιομηχανίας καί άλλοι επίσημοι.: [988, 169, 1200, 226]
- program-item: 14.00 ΤΗΛΕΦΗΜΕΡΙΣ: [429, 1801, 516, 1811]
- program-item: 22.15 ΓΥΝΑΙΚΕΙΑ ΠΡΟΒΛΗΜΑΤΑ: [429, 431, 563, 441]
- yened-schedule-right: [701, 863, 972, 2059]
- program-item: 23.00 ΤΗΛΕΦΗΜΕΡΙΣ: [429, 1176, 516, 1186]
- program-item: 18.15 ΟΙ ΜΙΚΡΟΙ ΤΗΣ ΜΥΘΟΛΟΓΙΑΣ: [429, 1305, 583, 1315]
- program-item: 18.30 ΑΡΓΑΛΚΑ: [701, 1445, 767, 1455]
- school-departments: [1208, 960, 1568, 1134]
- program-item: 14.30 ΠΕΥ-ΤΟΝ ΠΑΕΣ'Σ: [701, 1650, 804, 1660]
- program-item: 13.30 ΑΠΟ ΜΕΡΑ ΣΕ ΜΕΡΑ: [701, 614, 813, 624]
- program-item: 18.45 ΣΥΓΧΡΟΝΟΙ ΤΡΟΧΟΙ: [701, 658, 813, 667]
- program-item: 20.00 ΠΙΟ ΤΩΝ ΓΕΓΟΝΟΤΩΝ: [701, 1219, 818, 1229]
- program-item: 21.30 ΗΧΩ ΤΩΝ ΓΕΓΟΝΟΤΩΝ: [701, 259, 818, 268]
- eirt-schedule-right: [701, 226, 972, 795]
- news-heading: ΕΝΕΚΑΙΝΙΑΣΘΗ ΒΙΟΜΗΧΑΝΙΚΟΝ ΣΥΓΚΡΟΤΗΜΑ: [1008, 139, 1179, 164]
- program-item: 20.55 ΔΙΣΚΟΡΑΜΑ: [429, 593, 507, 603]
- program-item: 10.30 ΚΛΑΣΣΙΚΗ ΜΟΥΣΙΚΗ: [429, 896, 542, 905]
- program-item: 13.50 ΠΑΝΘΕΤΑΡ: [701, 625, 772, 635]
- program-item: 16.00 ΠΑΡΑΣΚΗΝΙΟ: [429, 982, 512, 992]
- program-item: 13.45 ΤΗΛΕΦΗΜΕΡΙΣ: [429, 1251, 516, 1261]
- program-item: 20.15 ΚΙΝΗΣΕΙΣ: [429, 571, 501, 581]
- program-item: 19.45 ΕΙΔΗΣΕΙΣ: [429, 1090, 501, 1099]
- program-item: 22.00 ΣΥΝΤΟΜΗ ΚΑΘΕ ΕΒΔΟΜΑΔΑ: [701, 1790, 839, 1800]
- program-item: 20.30 ΠΕΥ-ΤΟΝ ΠΑΕΣ'Σ: [701, 1510, 804, 1520]
- program-item: 19.00 ΗΧΩ ΤΩΝ ΓΕΓΟΝΟΤΩΝ: [701, 668, 818, 678]
- program-item: 19.15 Ο ΚΑΣΟΣ ΜΠΕΝ: [429, 356, 521, 366]
- department-name: ΚΑΤΩΤΕΡΑΙ ΤΕΧΝΙΚΑΙ ΣΧΟΛΑΙ: [1208, 1083, 1568, 1104]
- program-item: 14.15 ΛΙΓΟ ΓΕΛΙΟ: [429, 507, 512, 516]
- program-item: 15.00 ΠΡΑΣΙΝΟΙ ΑΓΡΟΙ: [429, 528, 532, 538]
- program-item: 20.30 ΤΗΛΕΦΗΜΕΡΙΣ: [429, 1683, 516, 1692]
- program-item: 21.00 ΓΑΛΙΑ ΚΡΟΝΙΚΑ: [701, 733, 799, 743]
- program-item: 22.30 ΕΤΟΣ ΤΩΝ ΓΕΓΟΝΟΤΩΝ: [701, 507, 824, 516]
- program-item: 21.00 ΤΑ ΧΡΟΝΙΚΑ: [701, 950, 783, 959]
- day-heading: ΠΕΜΠΤΗ, 21 Όκτωβρίου: [701, 1061, 966, 1088]
- program-item: 18.45 ΤΟ ΣΠΙΤΙ ΤΗΣ ΓΥΝΑΙΚΑΣ ΚΑΙ ΤΟ ΣΠΙΤΙ: [429, 1327, 634, 1337]
- program-item: 21.30 ΤΗΛΕΦΗΜΕΡΙΣ: [429, 1413, 516, 1423]
